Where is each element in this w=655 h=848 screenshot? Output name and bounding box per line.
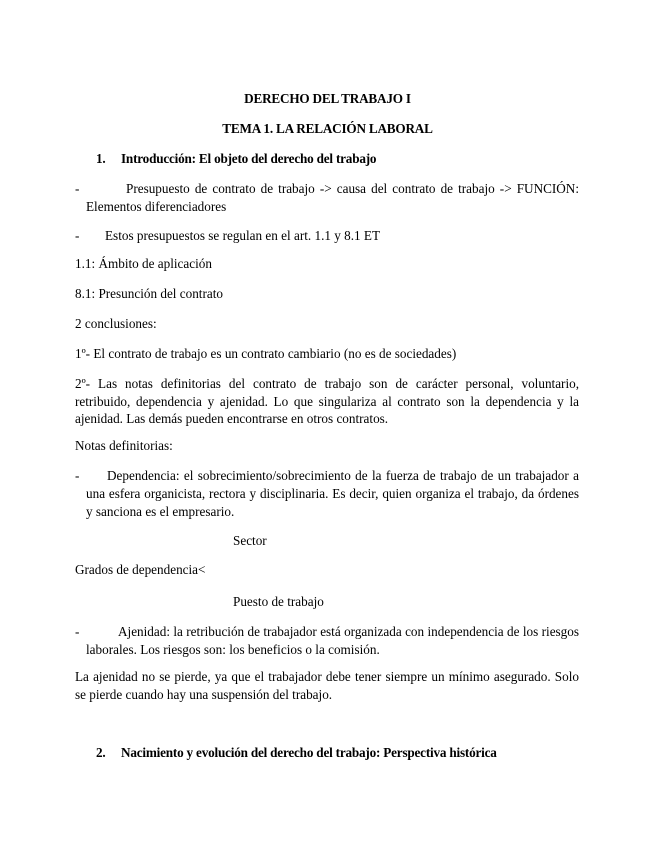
bullet-presupuestos-regulan [75,227,579,245]
grados-puesto: Puesto de trabajo [233,594,324,609]
bullet-dependencia-text: Dependencia: el sobrecimiento/sobrecimiento de la fuerza de trabajo de un trabajador a una esfera organicista, rectora y disciplinaria. Es decir, quien organiza el trabajo, da órdenes y sanciona es el empresario. [86,468,579,519]
bullet-dash: - [75,624,80,639]
bullet-presupuestos-regulan-text: Estos presupuestos se regulan en el art. 1.1 y 8.1 ET [105,228,381,243]
bullet-presupuesto-text: Presupuesto de contrato de trabajo -> causa del contrato de trabajo -> FUNCIÓN: Elementos diferenciadores [86,181,579,214]
section-1-number: 1. [96,151,106,166]
conclusion-2: 2º- Las notas definitorias del contrato de trabajo son de carácter personal, voluntario, retribuido, dependencia y ajenidad. Lo que singulariza al contrato son la dependencia y la ajenidad. Las demás pueden encontrarse en otros contratos. [75,376,579,426]
section-2-number: 2. [96,745,106,760]
conclusion-1: 1º- El contrato de trabajo es un contrato cambiario (no es de sociedades) [75,346,457,361]
ajenidad-note: La ajenidad no se pierde, ya que el trabajador debe tener siempre un mínimo asegurado. Solo se pierde cuando hay una suspensión del trabajo. [75,669,579,702]
bullet-dash: - [75,468,80,483]
bullet-presupuesto [75,180,579,216]
bullet-ajenidad-text: Ajenidad: la retribución de trabajador está organizada con independencia de los riesgos laborales. Los riesgos son: los beneficios o la comisión. [86,624,579,657]
section-2-heading [96,745,497,761]
notes-label: Notas definitorias: [75,438,173,453]
document-subtitle: TEMA 1. LA RELACIÓN LABORAL [222,121,433,136]
section-1-heading [96,151,376,167]
bullet-dependencia [75,467,579,521]
line-ambito: 1.1: Ámbito de aplicación [75,256,212,271]
bullet-dash: - [75,181,80,196]
section-1-title: Introducción: El objeto del derecho del trabajo [121,151,377,166]
bullet-ajenidad [75,623,579,659]
bullet-dash: - [75,228,80,243]
grados-label: Grados de dependencia< [75,562,206,577]
document-title: DERECHO DEL TRABAJO I [244,91,411,106]
line-presuncion: 8.1: Presunción del contrato [75,286,223,301]
conclusions-label: 2 conclusiones: [75,316,157,331]
section-2-title: Nacimiento y evolución del derecho del trabajo: Perspectiva histórica [121,745,497,760]
grados-sector: Sector [233,533,267,548]
